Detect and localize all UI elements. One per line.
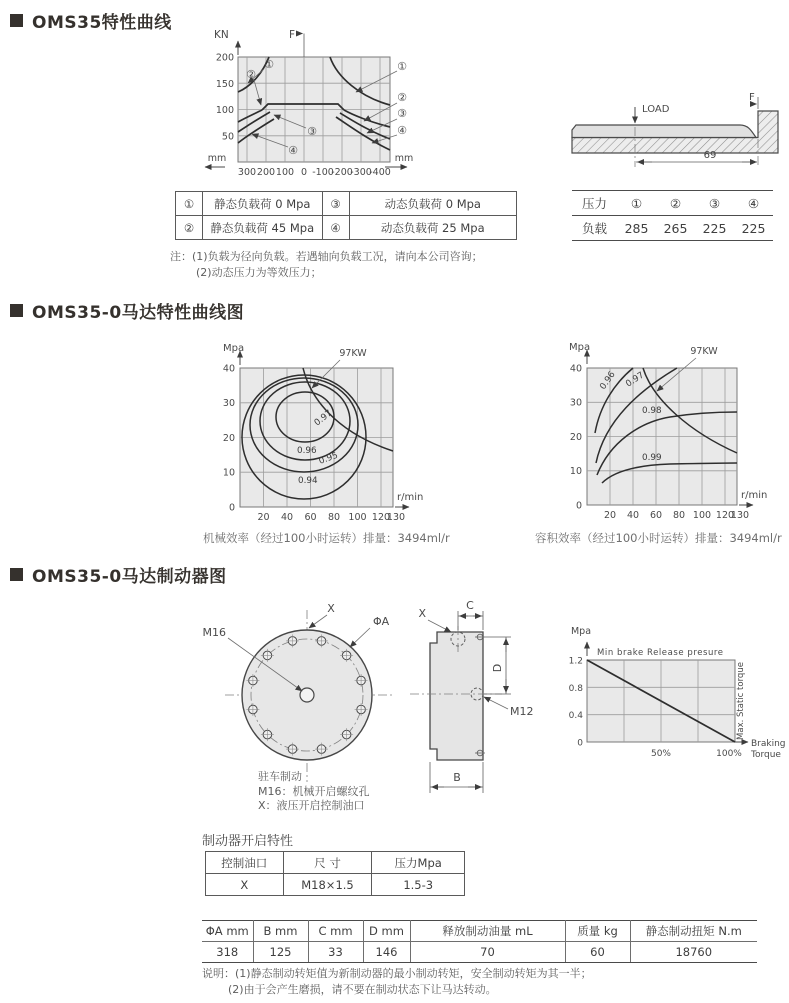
svg-text:200: 200 [256, 167, 276, 178]
max-static-torque-label: Max. Static torque [736, 662, 746, 740]
y-ticks [569, 657, 584, 749]
svg-text:0: 0 [228, 502, 235, 514]
svg-text:0.95: 0.95 [317, 450, 340, 467]
y-ticks [223, 364, 235, 514]
x-axis-unit-right: mm [394, 153, 414, 164]
svg-text:0: 0 [577, 738, 583, 749]
svg-text:-100: -100 [312, 167, 334, 178]
svg-text:130: 130 [386, 512, 406, 523]
x-axis-label-2: Torque [751, 750, 781, 760]
svg-text:0.4: 0.4 [568, 711, 583, 721]
svg-text:20: 20 [257, 512, 270, 523]
svg-text:40: 40 [280, 512, 294, 523]
svg-text:0.99: 0.99 [642, 453, 662, 463]
table-row: 负载 285 265 225 225 [581, 220, 766, 236]
force-label: F [749, 92, 755, 103]
table-row: 压力 ① ② ③ ④ [572, 191, 773, 216]
svg-text:0.98: 0.98 [642, 406, 662, 416]
mechanical-efficiency-chart [190, 337, 475, 537]
park-brake-notes: 驻车制动 M16：机械开启螺纹孔 X：液压开启控制油口 [258, 770, 370, 812]
shaft-body [572, 125, 756, 138]
y-ticks [570, 364, 582, 512]
svg-text:0.8: 0.8 [568, 683, 583, 694]
x-ticks [651, 749, 742, 759]
y-axis-unit: Mpa [570, 626, 592, 637]
dim-69: 69 [703, 150, 717, 161]
chart-caption-right: 容积效率（经过100小时运转）排量：3494ml/r [535, 531, 782, 545]
table-row: X M18×1.5 1.5-3 [206, 874, 465, 896]
dim-c-label: C [466, 599, 474, 612]
y-axis-unit: KN [214, 29, 229, 41]
section3-notes: 说明：(1)静态制动转矩值为新制动器的最小制动转矩，安全制动转矩为其一半； (2)由于会产生磨损，请不要在制动状态下让马达转动。 [202, 967, 592, 996]
svg-text:200: 200 [215, 52, 234, 64]
section-title-3: OMS35-0马达制动器图 [32, 567, 227, 587]
svg-text:-300: -300 [350, 167, 372, 178]
m12-label: M12 [510, 705, 534, 718]
x-port-label: X [418, 607, 426, 620]
center-hole [300, 688, 314, 702]
y-axis-unit: Mpa [223, 343, 245, 354]
load-label: LOAD [642, 104, 670, 115]
svg-text:③: ③ [397, 107, 407, 120]
svg-text:③: ③ [307, 125, 317, 138]
svg-text:①: ① [264, 58, 274, 71]
x-axis-unit-left: mm [207, 153, 227, 164]
svg-text:0: 0 [300, 167, 308, 178]
svg-text:20: 20 [222, 433, 235, 444]
phi-a-label: ΦA [373, 615, 390, 628]
svg-text:100: 100 [215, 105, 234, 116]
chart-caption-left: 机械效率（经过100小时运转）排量：3494ml/r [203, 531, 450, 545]
power-label: 97KW [690, 346, 718, 357]
svg-text:0.96: 0.96 [297, 446, 317, 456]
section-heading-3 [10, 562, 227, 587]
volumetric-efficiency-chart [520, 337, 789, 537]
x-axis-unit: r/min [741, 490, 768, 501]
m16-label: M16 [202, 626, 226, 639]
svg-text:60: 60 [304, 512, 317, 523]
svg-text:40: 40 [222, 363, 235, 375]
brake-body [430, 632, 483, 760]
brake-open-table [205, 851, 465, 896]
svg-text:130: 130 [730, 510, 750, 521]
section-heading-2 [10, 298, 244, 323]
open-table-title: 制动器开启特性 [202, 834, 294, 849]
svg-text:10: 10 [569, 466, 582, 478]
table-row: 318 125 33 146 70 60 18760 [202, 942, 757, 963]
svg-text:40: 40 [569, 363, 582, 375]
table-row: ② 静态负载荷 45 Mpa ④ 动态负载荷 25 Mpa [176, 216, 517, 240]
svg-text:30: 30 [569, 397, 582, 409]
load-legend-table [175, 191, 517, 240]
svg-text:①: ① [397, 60, 407, 73]
svg-text:0.96: 0.96 [598, 369, 618, 392]
svg-text:120: 120 [371, 512, 391, 523]
svg-text:40: 40 [626, 510, 640, 521]
svg-text:-400: -400 [369, 167, 391, 178]
svg-text:80: 80 [672, 510, 686, 521]
section1-notes: 注：(1)负载为径向负载。若遇轴向负载工况，请向本公司咨询； (2)动态压力为等效压力； [170, 250, 483, 279]
load-capacity-chart [195, 22, 440, 190]
svg-text:50%: 50% [650, 749, 672, 759]
svg-text:0: 0 [575, 500, 582, 512]
x-port-label: X [327, 602, 335, 615]
y-axis-unit: Mpa [569, 342, 591, 353]
brake-side-view-drawing [398, 590, 558, 805]
section-bullet-icon [10, 568, 23, 581]
svg-text:④: ④ [288, 144, 298, 157]
section-bullet-icon [10, 14, 23, 27]
svg-text:0.94: 0.94 [298, 476, 318, 486]
svg-text:100: 100 [275, 167, 295, 178]
section-heading-1 [10, 8, 172, 33]
min-brake-release-label: Min brake Release presure [597, 648, 723, 658]
svg-text:120: 120 [715, 510, 735, 521]
section-bullet-icon [10, 304, 23, 317]
svg-text:100%: 100% [716, 749, 742, 759]
table-header-row: ΦA mm B mm C mm D mm 释放制动油量 mL 质量 kg 静态制动扭矩 N.m [202, 921, 757, 942]
svg-text:100: 100 [692, 510, 712, 521]
svg-text:-200: -200 [331, 167, 353, 178]
dim-d-label: D [491, 663, 504, 673]
svg-text:100: 100 [348, 512, 367, 523]
x-axis-label-1: Braking [751, 739, 786, 749]
svg-text:0.97: 0.97 [624, 370, 647, 390]
svg-text:②: ② [246, 68, 256, 81]
dim-b-label: B [453, 771, 461, 784]
dimension-table [202, 920, 757, 963]
svg-text:30: 30 [222, 398, 235, 410]
svg-text:1.2: 1.2 [568, 656, 583, 667]
section-title-2: OMS35-0马达特性曲线图 [32, 303, 245, 323]
power-label: 97KW [339, 348, 367, 359]
table-row: ① 静态负载荷 0 Mpa ③ 动态负载荷 0 Mpa [176, 192, 517, 216]
svg-text:0.97: 0.97 [312, 408, 335, 429]
svg-text:④: ④ [397, 124, 407, 137]
x-ticks [238, 167, 391, 178]
x-ticks [257, 512, 405, 523]
svg-text:50: 50 [221, 131, 234, 143]
svg-text:20: 20 [603, 510, 617, 521]
force-label: F [288, 29, 296, 41]
svg-text:20: 20 [569, 432, 582, 443]
table-header-row: 控制油口 尺 寸 压力Mpa [206, 852, 465, 874]
svg-text:60: 60 [649, 510, 663, 521]
svg-text:150: 150 [215, 78, 234, 90]
brake-release-chart [555, 615, 789, 775]
svg-text:②: ② [397, 91, 407, 104]
svg-text:300: 300 [237, 167, 257, 178]
svg-text:10: 10 [222, 467, 235, 479]
pressure-load-table [572, 190, 773, 241]
x-ticks [604, 510, 749, 521]
shaft-load-diagram [560, 85, 789, 180]
x-axis-unit: r/min [397, 492, 424, 503]
svg-text:80: 80 [327, 512, 341, 523]
section-title-1: OMS35特性曲线 [32, 13, 172, 33]
